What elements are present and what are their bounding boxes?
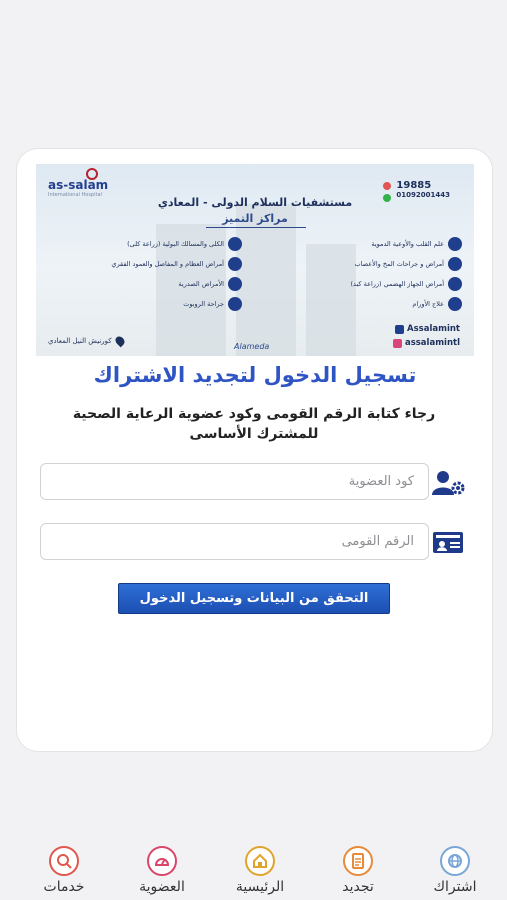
national-id-input[interactable] <box>40 523 429 560</box>
location: كورنيش النيل المعادي <box>48 336 124 346</box>
tab-renewal[interactable]: تجديد <box>308 836 408 895</box>
phone-icon <box>383 182 391 190</box>
brain-icon <box>448 257 462 271</box>
specialty-item: علاج الأورام <box>412 297 462 311</box>
globe-icon <box>447 853 463 869</box>
brand-logo: as-salam International Hospital <box>48 178 108 198</box>
home-icon <box>252 853 268 869</box>
specialty-item: علم القلب والأوعية الدموية <box>371 237 462 251</box>
page-title: تسجيل الدخول لتجديد الاشتراك <box>93 363 417 387</box>
kidney-icon <box>228 237 242 251</box>
facebook-handle: Assalamint <box>395 324 460 334</box>
instruction-text: رجاء كتابة الرقم القومى وكود عضوية الرعاية الصحية للمشترك الأساسى <box>72 406 436 442</box>
heart-icon <box>448 237 462 251</box>
membership-code-input[interactable] <box>40 463 429 500</box>
bottom-tab-bar <box>0 836 507 900</box>
alameda-logo: Alameda <box>234 342 270 351</box>
tab-services[interactable]: خدمات <box>14 836 114 895</box>
instagram-icon <box>393 339 402 348</box>
banner-title: مستشفيات السلام الدولى - المعادي <box>157 196 353 209</box>
specialty-item: أمراض و جراحات المخ والأعصاب <box>355 257 462 271</box>
document-icon <box>350 853 366 869</box>
banner-subtitle: مراكز التميز <box>222 212 288 225</box>
user-settings-icon <box>432 470 466 496</box>
tab-membership[interactable]: العضوية <box>112 836 212 895</box>
location-pin-icon <box>113 335 126 348</box>
robot-icon <box>228 297 242 311</box>
bone-icon <box>228 257 242 271</box>
tab-home[interactable]: الرئيسية <box>210 836 310 895</box>
id-card-icon <box>432 530 466 556</box>
gauge-icon <box>154 853 170 869</box>
search-icon <box>56 853 72 869</box>
specialty-item: الكلى والمسالك البولية (زراعة كلى) <box>127 237 242 251</box>
instagram-handle: assalamintl <box>393 338 460 348</box>
tab-subscribe[interactable]: اشتراك <box>405 836 505 895</box>
specialty-item: أمراض الجهاز الهضمي (زراعة كبد) <box>351 277 462 291</box>
lungs-icon <box>228 277 242 291</box>
verify-login-button[interactable]: التحقق من البيانات وتسجيل الدخول <box>118 583 390 614</box>
hospital-banner <box>36 164 474 356</box>
specialty-item: الأمراض الصدرية <box>178 277 242 291</box>
ribbon-icon <box>448 297 462 311</box>
specialty-item: أمراض العظام و المفاصل والعمود الفقري <box>111 257 242 271</box>
hotline: 19885 01092001443 <box>396 180 450 199</box>
specialty-item: جراحة الروبوت <box>183 297 242 311</box>
liver-icon <box>448 277 462 291</box>
facebook-icon <box>395 325 404 334</box>
